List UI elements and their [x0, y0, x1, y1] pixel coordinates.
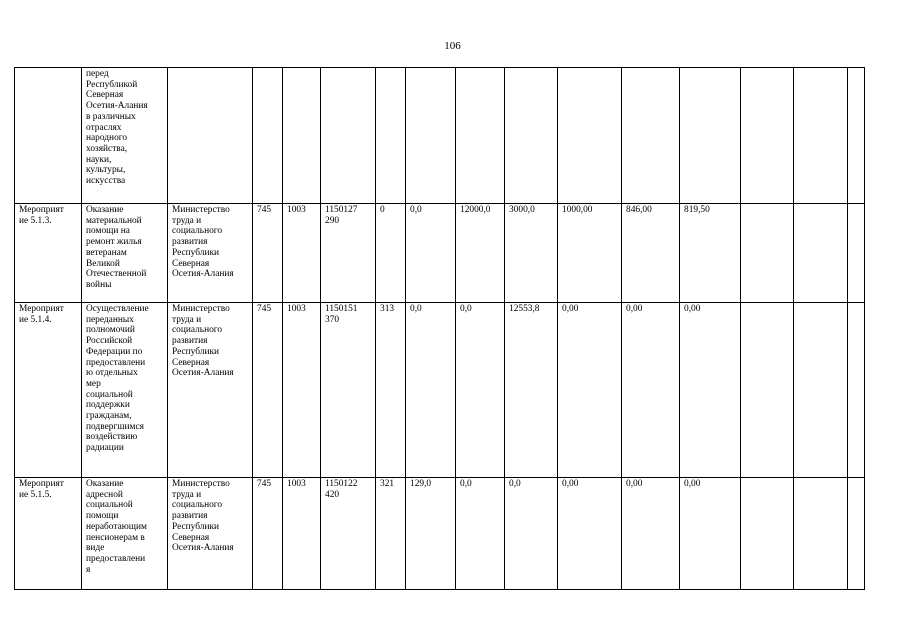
- table-cell: 0,0: [456, 303, 505, 478]
- table-cell: [253, 68, 283, 204]
- table-cell: 0,0: [505, 478, 558, 590]
- table-cell: [741, 204, 794, 303]
- table-cell: [168, 68, 253, 204]
- table-cell: Мероприят ие 5.1.4.: [15, 303, 82, 478]
- table-cell: 321: [376, 478, 406, 590]
- table-cell: [741, 478, 794, 590]
- table-cell: Мероприят ие 5.1.3.: [15, 204, 82, 303]
- table-cell: 0,0: [456, 478, 505, 590]
- table-cell: 846,00: [622, 204, 680, 303]
- table-cell: [848, 68, 865, 204]
- table-cell: [321, 68, 376, 204]
- table-cell: 0,00: [558, 478, 622, 590]
- table-cell: [558, 68, 622, 204]
- table-cell: [680, 68, 741, 204]
- table-row: [15, 204, 865, 303]
- table-cell: [15, 68, 82, 204]
- table-cell: 3000,0: [505, 204, 558, 303]
- table-cell: [622, 68, 680, 204]
- table-cell: [794, 204, 848, 303]
- table-row: [15, 303, 865, 478]
- table-cell: [456, 68, 505, 204]
- table-cell: 12553,8: [505, 303, 558, 478]
- table-cell: 745: [253, 303, 283, 478]
- table-cell: 0,00: [622, 303, 680, 478]
- table-cell: Министерство труда и социального развития Республики Северная Осетия-Алания: [168, 478, 253, 590]
- table-cell: 1150122 420: [321, 478, 376, 590]
- table-cell: Оказание адресной социальной помощи неработающим пенсионерам в виде предоставлени я: [82, 478, 168, 590]
- table-cell: [741, 303, 794, 478]
- table-cell: Оказание материальной помощи на ремонт жилья ветеранам Великой Отечественной войны: [82, 204, 168, 303]
- table-cell: 819,50: [680, 204, 741, 303]
- table-cell: 1150127 290: [321, 204, 376, 303]
- table-row: [15, 68, 865, 204]
- table-cell: [406, 68, 456, 204]
- table-cell: 1150151 370: [321, 303, 376, 478]
- table-cell: [848, 478, 865, 590]
- table-cell: 313: [376, 303, 406, 478]
- table-cell: [848, 204, 865, 303]
- budget-table: [14, 67, 865, 590]
- table-row: [15, 478, 865, 590]
- table-cell: 1003: [283, 204, 321, 303]
- table-cell: [505, 68, 558, 204]
- table-cell: 0,00: [558, 303, 622, 478]
- table-cell: Мероприят ие 5.1.5.: [15, 478, 82, 590]
- table-body: [15, 68, 865, 590]
- table-cell: 1000,00: [558, 204, 622, 303]
- table-cell: Осуществление переданных полномочий Российской Федерации по предоставлени ю отдельных мер социальной поддержки гражданам, подвергшимся воздействию радиации: [82, 303, 168, 478]
- table-cell: Министерство труда и социального развития Республики Северная Осетия-Алания: [168, 204, 253, 303]
- table-cell: 1003: [283, 303, 321, 478]
- table-cell: 1003: [283, 478, 321, 590]
- table-cell: [794, 303, 848, 478]
- table-cell: [376, 68, 406, 204]
- page-number: 106: [444, 40, 461, 52]
- table-cell: Министерство труда и социального развития Республики Северная Осетия-Алания: [168, 303, 253, 478]
- table-cell: 745: [253, 204, 283, 303]
- table-cell: [794, 68, 848, 204]
- table-cell: 745: [253, 478, 283, 590]
- table-cell: [848, 303, 865, 478]
- table-cell: 0,0: [406, 303, 456, 478]
- table-cell: 0: [376, 204, 406, 303]
- table-cell: перед Республикой Северная Осетия-Алания в различных отраслях народного хозяйства, науки, культуры, искусства: [82, 68, 168, 204]
- table-cell: 12000,0: [456, 204, 505, 303]
- table-cell: 0,0: [406, 204, 456, 303]
- table-cell: [794, 478, 848, 590]
- table-cell: 0,00: [680, 478, 741, 590]
- table-cell: 0,00: [622, 478, 680, 590]
- table-cell: 0,00: [680, 303, 741, 478]
- table-cell: [741, 68, 794, 204]
- table-cell: 129,0: [406, 478, 456, 590]
- table-cell: [283, 68, 321, 204]
